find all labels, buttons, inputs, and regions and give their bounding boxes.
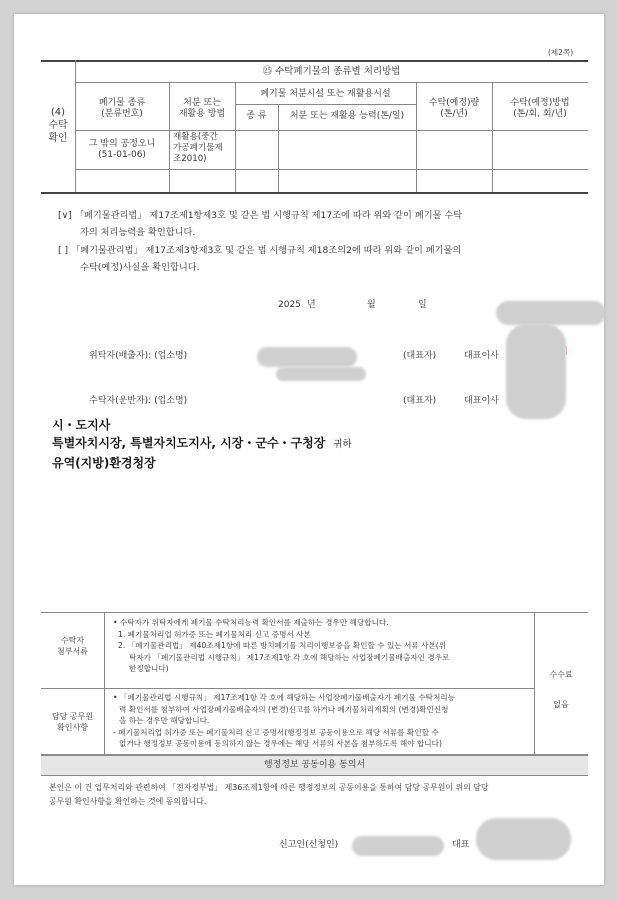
page-number: (제2쪽)	[548, 48, 574, 57]
header-shipping: 수탁(예정)방법 (톤/회, 회/년)	[510, 98, 570, 119]
section-label-line1: 수탁	[48, 120, 68, 131]
consent-text: 본인은 이 건 업무처리와 관련하여 「전자정부법」 제36조제1항에 따른 행정정보의 공동이용을 통하여 담당 공무원이 위의 담당 공무원 확인사항을 확인하는 것에 동의합니다.	[49, 783, 489, 806]
officer-check-label: 담당 공무원 확인사항	[51, 712, 94, 732]
date-year: 2025	[278, 300, 301, 310]
redacted-company-1b	[276, 367, 366, 381]
attachments-content: • 수탁자가 위탁자에게 폐기물 수탁처리능력 확인서를 제출하는 경우만 해당합니다. 1. 폐기물처리업 허가증 또는 폐기물처리 신고 증명서 사본 2. 「폐기물관리법」 제40조제1항에 따른 방치폐기물 처리이행보증을 확인할 수 있는 서류 사본(위 탁자가 「폐기물관리법 시행규칙」 제17조제1항 각 호에 해당하는 사업장폐기물배출자인 경우로 한정합니다)	[113, 618, 450, 674]
table-row-method: 재활용(중간 가공폐기물제 조2010)	[173, 132, 223, 164]
checkbox-checked[interactable]: [∨]	[58, 210, 72, 221]
addressee-honorific: 귀하	[333, 439, 352, 450]
officer-check-content: • 「폐기물관리법 시행규칙」 제17조제1항 각 호에 해당하는 사업장폐기물배출자가 폐기물 수탁처리능 력 확인서를 첨부하여 사업장폐기물배출자의 (변경)신고를 하거나 폐기물처리계획의 (변경)확인신청 을 하는 경우만 해당합니다. - 폐기물처리업 허가증 또는 폐기물처리 신고 증명서(행정정보 공동이용으로 해당 서류를 확인할 수 없거나 행정정보 공동이용에 동의하지 않는 경우에는 해당 서류의 사본을 첨부하도록 해야 합니다)	[113, 693, 455, 749]
redacted-company-1	[257, 347, 357, 367]
section-label	[41, 106, 75, 145]
header-facility-type: 종 류	[246, 111, 267, 121]
addressee-line3: 유역(지방)환경청장	[52, 456, 156, 470]
consignee-label: 수탁자(운반자): (업소명)	[89, 396, 188, 406]
confirmation-1: [∨] 「폐기물관리법」 제17조제1항제3호 및 같은 법 시행규칙 제17조에 따라 위와 같이 폐기물 수탁 자의 처리능력을 확인합니다.	[58, 210, 463, 238]
addressee-line1: 시・도지사	[52, 418, 111, 432]
table-top-border	[41, 60, 588, 62]
header-amount: 수탁(예정)량 (톤/년)	[428, 98, 480, 119]
header-facility-capacity: 처분 또는 재활용 능력(톤/일)	[289, 111, 405, 121]
redacted-applicant	[352, 836, 444, 856]
applicant-rep-prefix: 대표	[452, 840, 470, 850]
addressee	[52, 416, 352, 472]
addressee-line2: 특별자치시장, 특별자치도지사, 시장・군수・구청장 귀하	[52, 436, 352, 450]
consigner-rep-label: (대표자)	[403, 351, 437, 361]
form-page	[14, 14, 604, 885]
section-label-line2: 확인	[48, 133, 68, 144]
date-month-unit: 월	[367, 300, 376, 310]
confirmation-2: [ ] 「폐기물관리법」 제17조제3항제3호 및 같은 법 시행규칙 제18조의2에 따라 위와 같이 폐기물의 수탁(예정)사실을 확인합니다.	[58, 245, 462, 273]
header-waste-type: 폐기물 종류 (분류번호)	[98, 98, 146, 119]
table-title: ㉕ 수탁폐기물의 종류별 처리방법	[262, 66, 401, 77]
fee-label: 수수료	[549, 670, 573, 679]
table-row-waste: 그 밖의 공정오니 (51-01-06)	[88, 139, 156, 160]
date-day-unit: 일	[418, 300, 427, 310]
seal-mark: ㅣ	[562, 347, 571, 357]
consent-title: 행정정보 공동이용 동의서	[263, 760, 366, 770]
attachments-label: 수탁자 첨부서류	[57, 636, 88, 656]
applicant-label: 신고인(신청인)	[279, 840, 339, 850]
header-facility-group: 폐기물 처분시설 또는 재활용시설	[260, 89, 391, 99]
checkbox-unchecked[interactable]: [ ]	[58, 245, 69, 256]
redacted-stamp-body	[506, 324, 566, 419]
consigner-label: 위탁자(배출자): (업소명)	[89, 351, 188, 361]
redacted-applicant-sign	[476, 818, 571, 860]
consignee-rep-name: 대표이사	[464, 396, 499, 406]
redacted-stamp-top	[496, 301, 606, 325]
date-year-unit: 년	[307, 300, 316, 310]
consigner-rep-name: 대표이사	[464, 351, 499, 361]
consignee-rep-label: (대표자)	[403, 396, 437, 406]
section-number: (4)	[50, 107, 66, 118]
fee-value: 없음	[553, 700, 569, 709]
table-bottom-border	[41, 192, 588, 194]
section-divider	[75, 60, 76, 192]
header-method: 처분 또는 재활용 방법	[178, 98, 226, 119]
